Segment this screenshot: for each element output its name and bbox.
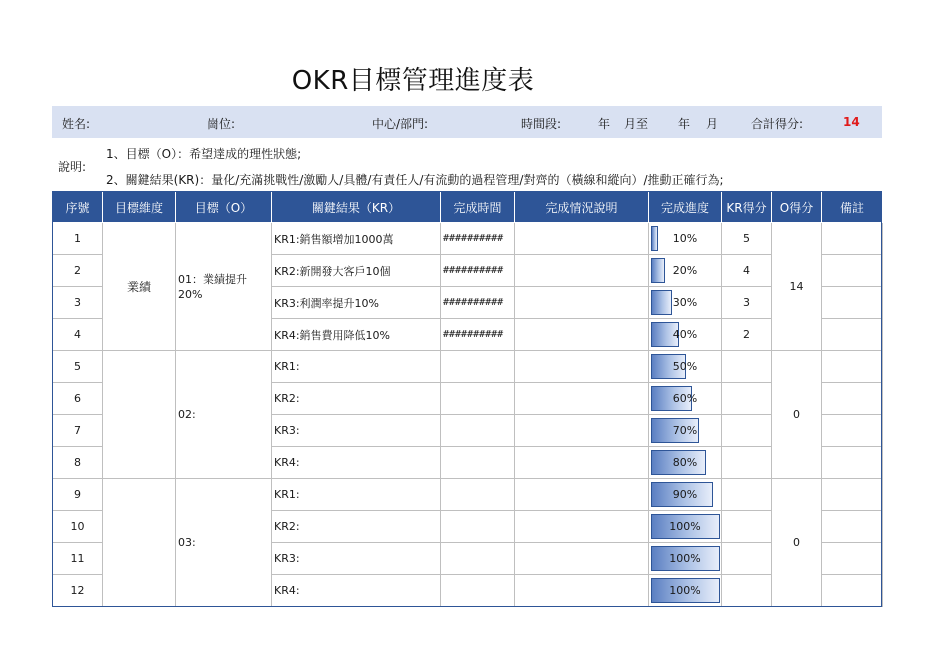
complete-time-cell[interactable]	[441, 479, 515, 511]
remarks-cell[interactable]	[822, 255, 883, 287]
remarks-cell[interactable]	[822, 351, 883, 383]
period-year-start: 年	[598, 117, 611, 131]
seq-cell: 3	[53, 287, 103, 319]
position-label: 崗位:	[207, 117, 236, 131]
objective-cell[interactable]: 03:	[176, 479, 272, 607]
dimension-cell[interactable]: 業績	[103, 223, 176, 351]
description-line-2: 2、關鍵結果(KR)：量化/充滿挑戰性/激勵人/具體/有責任人/有流動的過程管理/對齊的（橫線和縱向）/推動正確行為;	[106, 173, 724, 187]
status-note-cell[interactable]	[515, 447, 649, 479]
key-result-cell[interactable]: KR3:	[272, 543, 441, 575]
progress-label: 40%	[672, 328, 698, 341]
status-note-cell[interactable]	[515, 223, 649, 255]
status-note-cell[interactable]	[515, 255, 649, 287]
kr-score-cell[interactable]: 5	[722, 223, 772, 255]
progress-cell[interactable]	[649, 287, 722, 319]
key-result-cell[interactable]: KR1:	[272, 479, 441, 511]
seq-cell: 1	[53, 223, 103, 255]
kr-score-cell[interactable]	[722, 415, 772, 447]
progress-cell[interactable]	[649, 447, 722, 479]
table-row	[53, 351, 883, 383]
remarks-cell[interactable]	[822, 415, 883, 447]
header-kr-score: KR得分	[722, 192, 772, 223]
status-note-cell[interactable]	[515, 543, 649, 575]
seq-cell: 12	[53, 575, 103, 607]
progress-cell[interactable]	[649, 351, 722, 383]
dimension-cell[interactable]	[103, 479, 176, 607]
progress-label: 70%	[672, 424, 698, 437]
kr-score-cell[interactable]: 2	[722, 319, 772, 351]
remarks-cell[interactable]	[822, 479, 883, 511]
kr-score-cell[interactable]	[722, 511, 772, 543]
header-dimension: 目標維度	[103, 192, 176, 223]
page-title: OKR目標管理進度表	[291, 66, 535, 96]
remarks-cell[interactable]	[822, 511, 883, 543]
complete-time-cell[interactable]	[441, 511, 515, 543]
period-label: 時間段:	[521, 117, 562, 131]
period-month-end: 月	[706, 117, 719, 131]
remarks-cell[interactable]	[822, 575, 883, 607]
complete-time-cell[interactable]	[441, 575, 515, 607]
complete-time-cell[interactable]	[441, 351, 515, 383]
period-year-end: 年	[678, 117, 691, 131]
key-result-cell[interactable]: KR3:利潤率提升10%	[272, 287, 441, 319]
header-o-score: O得分	[772, 192, 822, 223]
complete-time-cell[interactable]: ##########	[441, 287, 515, 319]
header-remarks: 備註	[822, 192, 883, 223]
progress-label: 20%	[672, 264, 698, 277]
complete-time-cell[interactable]	[441, 447, 515, 479]
progress-cell[interactable]	[649, 383, 722, 415]
seq-cell: 2	[53, 255, 103, 287]
key-result-cell[interactable]: KR1:	[272, 351, 441, 383]
header-seq: 序號	[53, 192, 103, 223]
key-result-cell[interactable]: KR2:	[272, 383, 441, 415]
objective-cell[interactable]: 01：業績提升20%	[176, 223, 272, 351]
status-note-cell[interactable]	[515, 383, 649, 415]
key-result-cell[interactable]: KR4:銷售費用降低10%	[272, 319, 441, 351]
seq-cell: 11	[53, 543, 103, 575]
complete-time-cell[interactable]	[441, 415, 515, 447]
status-note-cell[interactable]	[515, 479, 649, 511]
table-row	[53, 223, 883, 255]
progress-label: 100%	[669, 520, 701, 533]
kr-score-cell[interactable]	[722, 479, 772, 511]
complete-time-cell[interactable]: ##########	[441, 255, 515, 287]
complete-time-cell[interactable]: ##########	[441, 223, 515, 255]
progress-cell[interactable]	[649, 543, 722, 575]
info-bar	[52, 106, 882, 138]
key-result-cell[interactable]: KR4:	[272, 447, 441, 479]
kr-score-cell[interactable]	[722, 575, 772, 607]
remarks-cell[interactable]	[822, 287, 883, 319]
remarks-cell[interactable]	[822, 223, 883, 255]
status-note-cell[interactable]	[515, 575, 649, 607]
description-label: 說明:	[58, 160, 87, 174]
remarks-cell[interactable]	[822, 447, 883, 479]
o-score-cell[interactable]: 0	[772, 351, 822, 479]
seq-cell: 8	[53, 447, 103, 479]
name-label: 姓名:	[62, 117, 91, 131]
seq-cell: 7	[53, 415, 103, 447]
progress-cell[interactable]	[649, 511, 722, 543]
progress-label: 60%	[672, 392, 698, 405]
progress-label: 50%	[672, 360, 698, 373]
key-result-cell[interactable]: KR3:	[272, 415, 441, 447]
complete-time-cell[interactable]	[441, 383, 515, 415]
remarks-cell[interactable]	[822, 319, 883, 351]
progress-label: 100%	[669, 552, 701, 565]
kr-score-cell[interactable]: 3	[722, 287, 772, 319]
dept-label: 中心/部門:	[372, 117, 429, 131]
total-score-value: 14	[843, 115, 860, 129]
table-header-row	[53, 192, 883, 223]
status-note-cell[interactable]	[515, 351, 649, 383]
status-note-cell[interactable]	[515, 287, 649, 319]
seq-cell: 10	[53, 511, 103, 543]
description-line-1: 1、目標（O）：希望達成的理性狀態;	[106, 147, 302, 161]
o-score-cell[interactable]: 0	[772, 479, 822, 607]
progress-cell[interactable]	[649, 255, 722, 287]
header-status-note: 完成情況說明	[515, 192, 649, 223]
progress-label: 80%	[672, 456, 698, 469]
key-result-cell[interactable]: KR4:	[272, 575, 441, 607]
status-note-cell[interactable]	[515, 415, 649, 447]
kr-score-cell[interactable]	[722, 351, 772, 383]
progress-cell[interactable]	[649, 223, 722, 255]
status-note-cell[interactable]	[515, 319, 649, 351]
seq-cell: 5	[53, 351, 103, 383]
table-row	[53, 479, 883, 511]
kr-score-cell[interactable]	[722, 543, 772, 575]
header-complete-time: 完成時間	[441, 192, 515, 223]
status-note-cell[interactable]	[515, 511, 649, 543]
total-score-label: 合計得分:	[751, 117, 804, 131]
seq-cell: 4	[53, 319, 103, 351]
progress-cell[interactable]	[649, 575, 722, 607]
seq-cell: 9	[53, 479, 103, 511]
header-objective: 目標（O）	[176, 192, 272, 223]
progress-label: 90%	[672, 488, 698, 501]
header-progress: 完成進度	[649, 192, 722, 223]
key-result-cell[interactable]: KR1:銷售額增加1000萬	[272, 223, 441, 255]
progress-cell[interactable]	[649, 319, 722, 351]
complete-time-cell[interactable]: ##########	[441, 319, 515, 351]
kr-score-cell[interactable]	[722, 383, 772, 415]
header-key-result: 關鍵結果（KR）	[272, 192, 441, 223]
kr-score-cell[interactable]	[722, 447, 772, 479]
progress-label: 30%	[672, 296, 698, 309]
progress-cell[interactable]	[649, 415, 722, 447]
key-result-cell[interactable]: KR2:	[272, 511, 441, 543]
kr-score-cell[interactable]: 4	[722, 255, 772, 287]
progress-cell[interactable]	[649, 479, 722, 511]
complete-time-cell[interactable]	[441, 543, 515, 575]
objective-cell[interactable]: 02:	[176, 351, 272, 479]
o-score-cell[interactable]: 14	[772, 223, 822, 351]
dimension-cell[interactable]	[103, 351, 176, 479]
period-month-to: 月至	[624, 117, 649, 131]
remarks-cell[interactable]	[822, 383, 883, 415]
seq-cell: 6	[53, 383, 103, 415]
progress-label: 10%	[672, 232, 698, 245]
key-result-cell[interactable]: KR2:新開發大客戶10個	[272, 255, 441, 287]
progress-label: 100%	[669, 584, 701, 597]
okr-table	[52, 191, 883, 607]
remarks-cell[interactable]	[822, 543, 883, 575]
